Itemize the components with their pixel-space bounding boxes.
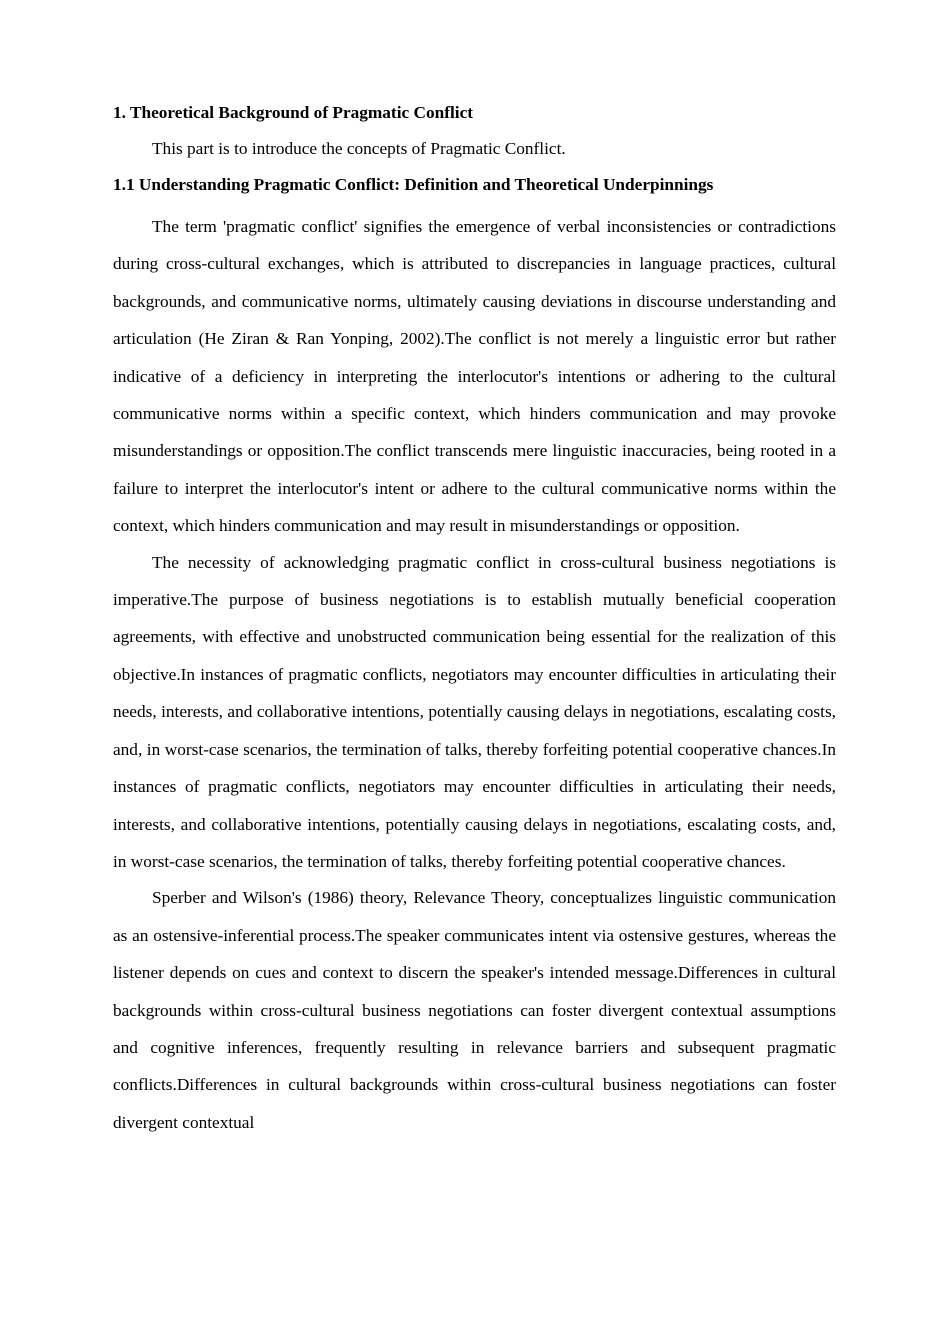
section-intro: This part is to introduce the concepts of Pragmatic Conflict. (152, 139, 566, 158)
paragraph-definition: The term 'pragmatic conflict' signifies the emergence of verbal inconsistencies or contradictions during cross-cultural exchanges, which is attributed to discrepancies in language practices, cultural backgrounds, and communicative norms, ultimately causing deviations in discourse understanding and articulation (He Ziran & Ran Yonping, 2002).The conflict is not merely a linguistic error but rather indicative of a deficiency in interpreting the interlocutor's intentions or adhering to the cultural communicative norms within a specific context, which hinders communication and may provoke misunderstandings or opposition.The conflict transcends mere linguistic inaccuracies, being rooted in a failure to interpret the interlocutor's intent or adhere to the cultural communicative norms within the context, which hinders communication and may result in misunderstandings or opposition. (113, 217, 836, 536)
paragraph-relevance-theory: Sperber and Wilson's (1986) theory, Relevance Theory, conceptualizes linguistic communication as an ostensive-inferential process.The speaker communicates intent via ostensive gestures, whereas the listener depends on cues and context to discern the speaker's intended message.Differences in cultural backgrounds within cross-cultural business negotiations can foster divergent contextual assumptions and cognitive inferences, frequently resulting in relevance barriers and subsequent pragmatic conflicts.Differences in cultural backgrounds within cross-cultural business negotiations can foster divergent contextual (113, 888, 836, 1132)
document-page (113, 100, 836, 1140)
section-heading: 1. Theoretical Background of Pragmatic Conflict (113, 103, 473, 122)
paragraph-negotiation-importance: The necessity of acknowledging pragmatic conflict in cross-cultural business negotiations is imperative.The purpose of business negotiations is to establish mutually beneficial cooperation agreements, with effective and unobstructed communication being essential for the realization of this objective.In instances of pragmatic conflicts, negotiators may encounter difficulties in articulating their needs, interests, and collaborative intentions, potentially causing delays in negotiations, escalating costs, and, in worst-case scenarios, the termination of talks, thereby forfeiting potential cooperative chances.In instances of pragmatic conflicts, negotiators may encounter difficulties in articulating their needs, interests, and collaborative intentions, potentially causing delays in negotiations, escalating costs, and, in worst-case scenarios, the termination of talks, thereby forfeiting potential cooperative chances. (113, 552, 836, 871)
subsection-heading: 1.1 Understanding Pragmatic Conflict: Definition and Theoretical Underpinnings (113, 175, 714, 194)
